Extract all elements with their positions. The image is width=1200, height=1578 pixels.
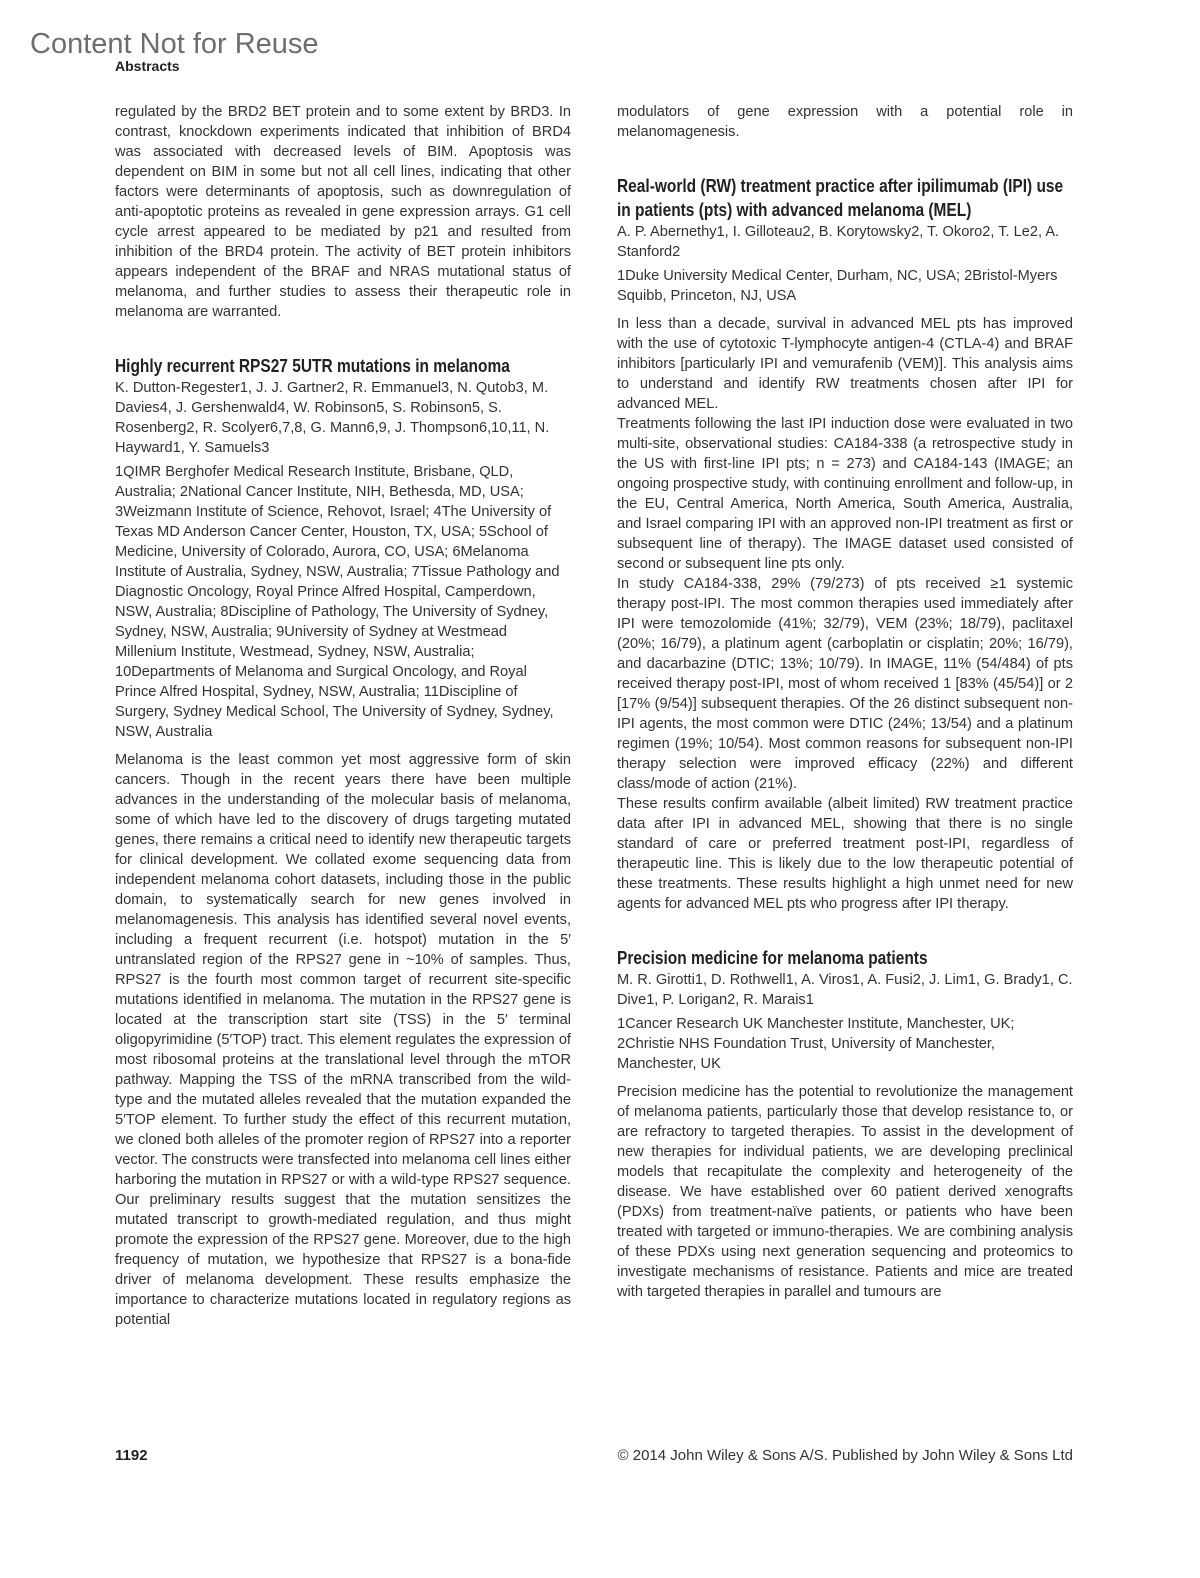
continued-text: regulated by the BRD2 BET protein and to some extent by BRD3. In contrast, knockdown experiments indicated that inhibition of BRD4 was associated with decreased levels of BIM. Apoptosis was dependent on BIM in some but not all cell lines, indicating that other factors were determinants of apoptosis, such as downregulation of anti-apoptotic proteins as revealed in gene expression arrays. G1 cell cycle arrest appeared to be mediated by p21 and resulted from inhibition of the BRD4 protein. The activity of BET protein inhibitors appears independent of the BRAF and NRAS mutational status of melanoma, and further studies to assess their therapeutic role in melanoma are warranted. [115,104,571,320]
abstract-body: Melanoma is the least common yet most aggressive form of skin cancers. Though in the recent years there have been multiple advances in the understanding of the molecular basis of melanoma, some of which have led to the discovery of drugs targeting mutated genes, there remains a critical need to identify new therapeutic targets for clinical development. We collated exome sequencing data from independent melanoma cohort datasets, including those in the public domain, to systematically search for new genes involved in melanomagenesis. This analysis has identified several novel events, including a frequent recurrent (i.e. hotspot) mutation in the 5′ untranslated region of the RPS27 gene in ~10% of samples. Thus, RPS27 is the fourth most common target of recurrent site-specific mutations identified in melanoma. The mutation in the RPS27 gene is located at the transcription start site (TSS) in the 5′ terminal oligopyrimidine (5′TOP) tract. This element regulates the expression of most ribosomal proteins at the translational level through the mTOR pathway. Mapping the TSS of the mRNA transcribed from the wild-type and the mutated alleles revealed that the mutation expanded the 5′TOP element. To further study the effect of this recurrent mutation, we cloned both alleles of the promoter region of RPS27 into a reporter vector. The constructs were transfected into melanoma cell lines either harboring the mutation in RPS27 or with a wild-type RPS27 sequence. Our preliminary results suggest that the mutation sensitizes the mutated transcript to growth-mediated regulation, and thus might promote the expression of the RPS27 gene. Moreover, due to the high frequency of mutation, we hypothesize that RPS27 is a bona-fide driver of melanoma development. These results emphasize the importance to characterize mutations located in regulatory regions as potential [115,752,571,1328]
author-list: K. Dutton-Regester1, J. J. Gartner2, R. Emmanuel3, N. Qutob3, M. Davies4, J. Gershenwald4, W. Robinson5, S. Robinson5, S. Rosenberg2, R. Scolyer6,7,8, G. Mann6,9, J. Thompson6,10,11, N. Hayward1, Y. Samuels3 [115,380,550,456]
abstract-title: Precision medicine for melanoma patients [617,948,928,968]
left-column [115,102,571,1330]
abstract-paragraph: In study CA184-338, 29% (79/273) of pts received ≥1 systemic therapy post-IPI. The most common therapies used immediately after IPI were temozolomide (41%; 32/79), VEM (23%; 18/79), paclitaxel (20%; 16/79), a platinum agent (carboplatin or cisplatin; 20%; 16/79), and dacarbazine (DTIC; 13%; 10/79). In IMAGE, 11% (54/484) of pts received therapy post-IPI, most of whom received 1 [83% (45/54)] or 2 [17% (9/54)] subsequent therapies. Of the 26 distinct subsequent non-IPI agents, the most common were DTIC (24%; 13/54) and a platinum regimen (19%; 10/54). Most common reasons for subsequent non-IPI therapy selection were improved efficacy (22%) and different class/mode of action (21%). [617,576,1073,792]
affiliations: 1Duke University Medical Center, Durham, NC, USA; 2Bristol-Myers Squibb, Princeton, NJ, USA [617,268,1058,304]
abstract-title: Highly recurrent RPS27 5UTR mutations in melanoma [115,356,510,376]
author-list: M. R. Girotti1, D. Rothwell1, A. Viros1, A. Fusi2, J. Lim1, G. Brady1, C. Dive1, P. Lorigan2, R. Marais1 [617,972,1073,1008]
abstract-real-world-ipi [617,174,1073,914]
abstract-precision-medicine [617,946,1073,1302]
author-list: A. P. Abernethy1, I. Gilloteau2, B. Korytowsky2, T. Okoro2, T. Le2, A. Stanford2 [617,224,1060,260]
page-number: 1192 [115,1447,148,1464]
abstract-paragraph: In less than a decade, survival in advanced MEL pts has improved with the use of cytotoxic T-lymphocyte antigen-4 (CTLA-4) and BRAF inhibitors [particularly IPI and vemurafenib (VEM)]. This analysis aims to understand and identify RW treatments chosen after IPI for advanced MEL. [617,316,1073,412]
abstract-title: Real-world (RW) treatment practice after ipilimumab (IPI) use in patients (pts) with advanced melanoma (MEL) [617,176,1064,220]
watermark-text: Content Not for Reuse [30,28,319,60]
abstract-rps27 [115,354,571,1330]
affiliations: 1Cancer Research UK Manchester Institute, Manchester, UK; 2Christie NHS Foundation Trust, University of Manchester, Manchester, UK [617,1016,1015,1072]
running-head: Abstracts [115,58,180,74]
abstract-body: Precision medicine has the potential to revolutionize the management of melanoma patients, particularly those that develop resistance to, or are refractory to targeted therapies. To assist in the development of new therapies for individual patients, we are developing preclinical models that recapitulate the complexity and heterogeneity of the disease. We have established over 60 patient derived xenografts (PDXs) from treatment-naïve patients, or patients who have been treated with targeted or immuno-therapies. We are combining analysis of these PDXs using next generation sequencing and proteomics to investigate mechanisms of resistance. Patients and mice are treated with targeted therapies in parallel and tumours are [617,1084,1073,1300]
continued-text: modulators of gene expression with a potential role in melanomagenesis. [617,104,1073,140]
copyright-notice: © 2014 John Wiley & Sons A/S. Published by John Wiley & Sons Ltd [617,1447,1073,1464]
affiliations: 1QIMR Berghofer Medical Research Institute, Brisbane, QLD, Australia; 2National Cancer Institute, NIH, Bethesda, MD, USA; 3Weizmann Institute of Science, Rehovot, Israel; 4The University of Texas MD Anderson Cancer Center, Houston, TX, USA; 5School of Medicine, University of Colorado, Aurora, CO, USA; 6Melanoma Institute of Australia, Sydney, NSW, Australia; 7Tissue Pathology and Diagnostic Oncology, Royal Prince Alfred Hospital, Camperdown, NSW, Australia; 8Discipline of Pathology, The University of Sydney, Sydney, NSW, Australia; 9University of Sydney at Westmead Millenium Institute, Westmead, Sydney, NSW, Australia; 10Departments of Melanoma and Surgical Oncology, and Royal Prince Alfred Hospital, Sydney, NSW, Australia; 11Discipline of Surgery, Sydney Medical School, The University of Sydney, Sydney, NSW, Australia [115,464,560,740]
right-column [617,102,1073,1302]
abstract-paragraph: Treatments following the last IPI induction dose were evaluated in two multi-site, observational studies: CA184-338 (a retrospective study in the US with first-line IPI pts; n = 273) and CA184-143 (IMAGE; an ongoing prospective study, with continuing enrollment and follow-up, in the EU, Central America, North America, South America, Australia, and Israel comparing IPI with an approved non-IPI treatment as first or subsequent line of therapy). The IMAGE dataset used consisted of second or subsequent line pts only. [617,416,1073,572]
abstract-paragraph: These results confirm available (albeit limited) RW treatment practice data after IPI in advanced MEL, showing that there is no single standard of care or preferred treatment post-IPI, regardless of therapeutic line. This is likely due to the low therapeutic potential of these treatments. These results highlight a high unmet need for new agents for advanced MEL pts who progress after IPI therapy. [617,796,1073,912]
